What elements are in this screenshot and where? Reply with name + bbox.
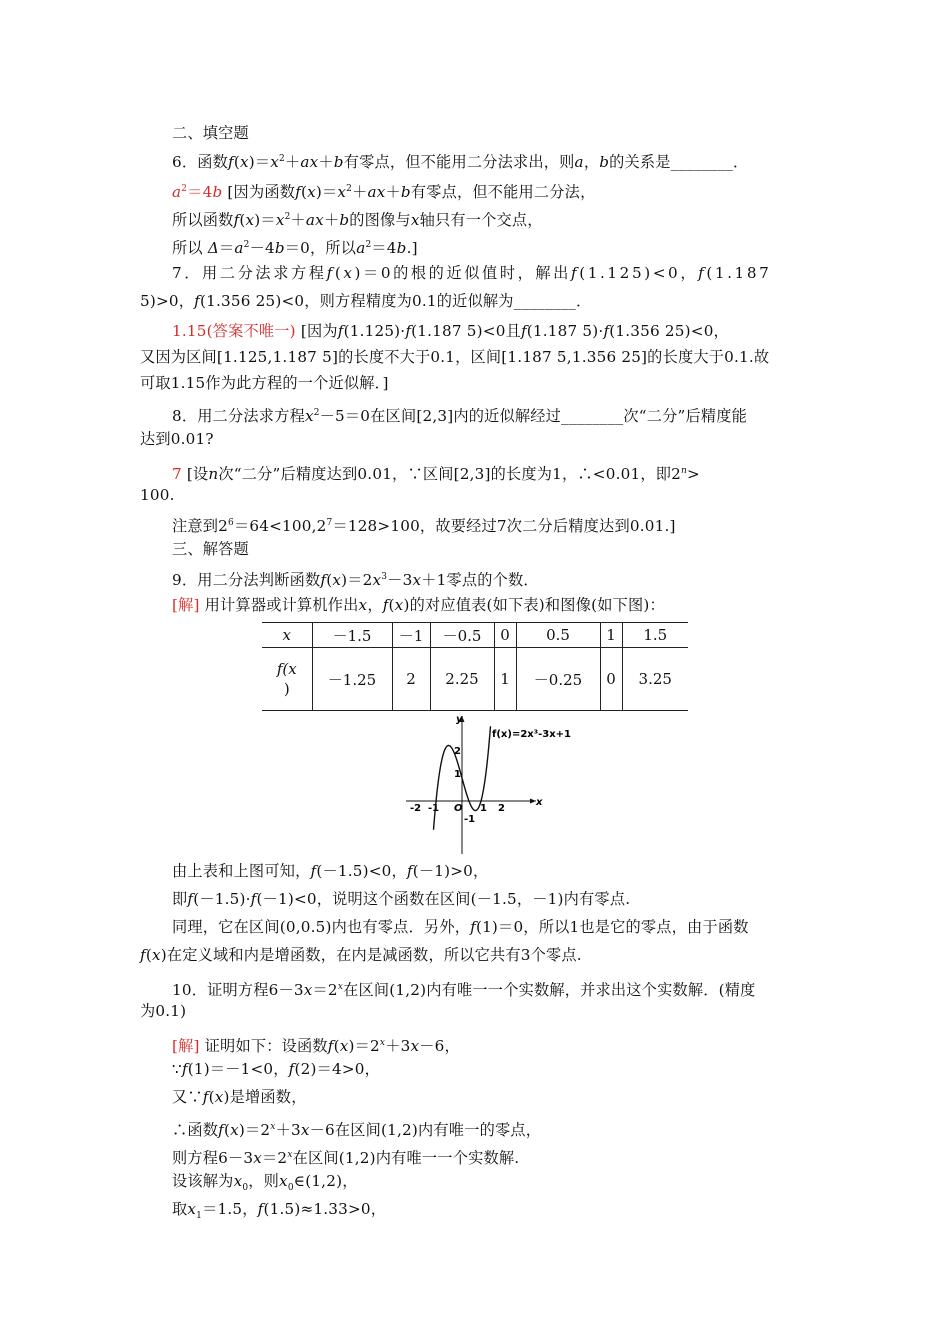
answer-9-line2: 由上表和上图可知，f(－1.5)<0，f(－1)>0，	[172, 862, 489, 880]
answer-10-line6: 设该解为$x_0$，则$x_0\in(1,2)$，	[172, 1172, 358, 1194]
answer-7-line1: 1.15(答案不唯一) [因为f(1.125)·f(1.187 5)<0且f(1.187 5)·f(1.356 25)<0，	[172, 322, 729, 340]
table-cell: 1	[494, 648, 516, 711]
answer-9-line1: [解] 用计算器或计算机作出x，f(x)的对应值表(如下表)和图像(如下图)：	[172, 596, 665, 614]
answer-10-line4: ∴函数$f(x)=2^x+3x-6$在区间(1,2)内有唯一的零点，	[172, 1121, 542, 1140]
answer-10-line5: 则方程$6-3x=2^x$在区间(1,2)内有唯一一个实数解.	[172, 1149, 520, 1168]
answer-8-line3: 注意到$2^6=64<100,2^7=128>100$，故要经过7次二分后精度达到0.01.]	[172, 517, 676, 536]
solution-tag: [解]	[172, 1037, 200, 1056]
x-axis-label: x	[536, 797, 543, 808]
table-cell: －0.25	[516, 648, 600, 711]
table-cell: 1	[600, 623, 622, 648]
x-tick-neg2: -2	[410, 803, 422, 814]
table-cell: 0	[494, 623, 516, 648]
answer-8-value: 7	[172, 465, 182, 484]
question-10-line2: 为0.1)	[140, 1002, 187, 1020]
question-10-line1: 10．证明方程$6-3x=2^x$在区间(1,2)内有唯一一个实数解，并求出这个实数解．(精度	[172, 981, 756, 1000]
answer-7-line2: 又因为区间[1.125,1.187 5]的长度不大于0.1，区间[1.187 5,1.356 25]的长度大于0.1.故	[140, 348, 770, 366]
question-7-line2: 5)>0，f(1.356 25)<0，则方程精度为0.1的近似解为________．	[140, 292, 592, 310]
answer-8-line2: 100.	[140, 486, 175, 504]
table-cell: 1.5	[622, 623, 688, 648]
table-cell: 2.25	[430, 648, 494, 711]
table-row-fx	[262, 648, 688, 711]
table-cell: 0	[600, 648, 622, 711]
table-cell: 3.25	[622, 648, 688, 711]
table-header-fx: f(x )	[262, 648, 312, 711]
answer-10-line2: ∵f(1)＝－1<0，f(2)＝4>0，	[172, 1060, 381, 1078]
table-header-x: x	[262, 623, 312, 648]
answer-9-line5: f(x)在定义域和内是增函数，在内是减函数，所以它共有3个零点.	[140, 946, 582, 964]
solution-tag: [解]	[172, 596, 200, 614]
answer-10-line1: [解] 证明如下：设函数$f(x)=2^x+3x-6$，	[172, 1037, 460, 1056]
value-table	[262, 622, 688, 711]
y-tick-1: 1	[454, 769, 461, 780]
table-cell: －1.5	[312, 623, 392, 648]
question-6: 6．函数$f(x)=x^2+ax+b$有零点，但不能用二分法求出，则a，b的关系是________．	[172, 153, 749, 172]
question-8-line1: 8．用二分法求方程$x^2-5=0$在区间[2,3]内的近似解经过________次“二分”后精度能	[172, 407, 748, 426]
table-cell: －1	[392, 623, 430, 648]
answer-9-line4: 同理，它在区间(0,0.5)内也有零点．另外，f(1)＝0，所以1也是它的零点，由于函数	[172, 918, 749, 936]
function-label: f(x)=2x³-3x+1	[492, 729, 572, 740]
answer-9-line3: 即f(－1.5)·f(－1)<0，说明这个函数在区间(－1.5，－1)内有零点.	[172, 890, 631, 908]
answer-6-line1: $a^2=4b$ [因为函数$f(x)=x^2+ax+b$有零点，但不能用二分法，	[172, 183, 596, 202]
table-cell: －0.5	[430, 623, 494, 648]
section-solutions: 三、解答题	[172, 540, 249, 558]
answer-6-line3: 所以 $\Delta=a^2-4b=0$，所以$a^2=4b$.]	[172, 239, 418, 258]
answer-7-value: 1.15(答案不唯一)	[172, 322, 296, 340]
y-axis-label: y	[456, 714, 463, 725]
section-fill-in: 二、填空题	[172, 124, 249, 142]
y-tick-2: 2	[454, 746, 461, 757]
y-tick-neg1: -1	[464, 814, 476, 825]
origin-label: O	[454, 803, 463, 814]
table-cell: －1.25	[312, 648, 392, 711]
table-cell: 2	[392, 648, 430, 711]
answer-7-line3: 可取1.15作为此方程的一个近似解．]	[140, 374, 389, 392]
answer-10-line7: 取$x_1=1.5$，f(1.5)≈1.33>0，	[172, 1200, 387, 1222]
x-tick-neg1: -1	[428, 803, 440, 814]
table-cell: 0.5	[516, 623, 600, 648]
question-9: 9．用二分法判断函数$f(x)=2x^3-3x+1$零点的个数．	[172, 571, 539, 590]
answer-6-line2: 所以函数$f(x)=x^2+ax+b$的图像与x轴只有一个交点，	[172, 211, 543, 230]
x-tick-1: 1	[480, 803, 487, 814]
table-row-x	[262, 623, 688, 648]
answer-6-value: $a^2=4b$	[172, 183, 223, 202]
question-7-line1: 7．用二分法求方程f(x)＝0的根的近似值时，解出f(1.125)<0，f(1.187	[172, 264, 772, 282]
question-8-line2: 达到0.01?	[140, 430, 214, 448]
answer-8-line1: 7 [设n次“二分”后精度达到0.01，∵区间[2,3]的长度为1，∴<0.01，即$2^n>$	[172, 465, 700, 484]
function-graph	[398, 708, 598, 858]
x-tick-2: 2	[498, 803, 505, 814]
answer-10-line3: 又∵f(x)是增函数，	[172, 1088, 307, 1106]
